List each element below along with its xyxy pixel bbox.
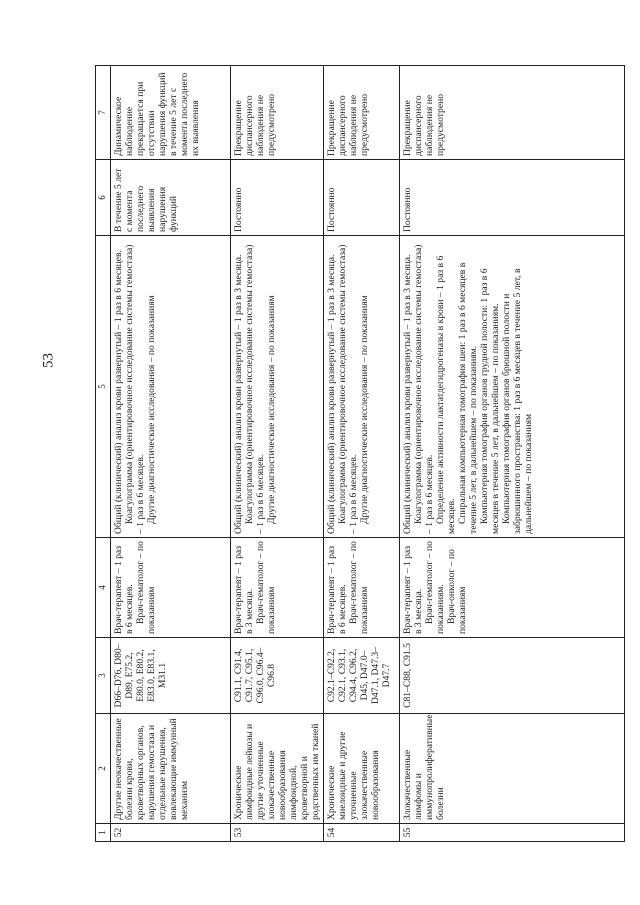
exam-line: Общий (клинический) анализ крови развернутый – 1 раз в 3 месяца. bbox=[402, 254, 413, 534]
exams-cell bbox=[111, 236, 231, 538]
specialist-line: Врач-гематолог – по показаниям bbox=[135, 541, 157, 634]
header-cell: 4 bbox=[96, 538, 111, 638]
exam-line: Компьютерная томография органов брюшной полости и забрюшинного пространства: 1 раз в 6 месяцев в течение 5 лет, в дальнейшем – по показаниям bbox=[501, 268, 534, 534]
termination-cell: Прекращение диспансерного наблюдения не предусмотрено bbox=[400, 66, 625, 160]
exam-line: Определение активности лактатдегидрогеназы в крови – 1 раз в 6 месяцев. bbox=[435, 255, 457, 534]
termination-cell: Прекращение диспансерного наблюдения не предусмотрено bbox=[324, 66, 400, 160]
disease-name: Злокачественные лимфомы и иммунопролиферативные болезни bbox=[400, 714, 625, 824]
row-number: 55 bbox=[400, 824, 625, 842]
table-header-row bbox=[96, 66, 111, 842]
icd-codes: C81–C88, C91.5 bbox=[400, 638, 625, 714]
table-row bbox=[111, 66, 231, 842]
row-number: 54 bbox=[324, 824, 400, 842]
exam-line: Компьютерная томография органов грудной полости: 1 раз в 6 месяцев в течение 5 лет, в дальнейшем – по показаниям. bbox=[479, 268, 501, 534]
specialist-line: Врач-онколог – по показаниям bbox=[446, 549, 468, 634]
exam-line: Коагулограмма (ориентировочное исследование системы гемостаза) – 1 раз в 6 месяцев. bbox=[124, 244, 146, 534]
exam-line: Спиральная компьютерная томография шеи: 1 раз в 6 месяцев в течение 5 лет, в дальнейшем – по показаниям. bbox=[457, 262, 479, 534]
header-cell: 6 bbox=[96, 160, 111, 236]
exam-line: Общий (клинический) анализ крови развернутый – 1 раз в 3 месяца. bbox=[326, 254, 337, 534]
header-cell: 7 bbox=[96, 66, 111, 160]
row-number: 52 bbox=[111, 824, 231, 842]
icd-codes: D66–D76, D80–D89, E75.2, E80.0, E80.2, E83.0, E83.1, M31.1 bbox=[111, 638, 231, 714]
duration-cell: Постоянно bbox=[324, 160, 400, 236]
exams-cell bbox=[324, 236, 400, 538]
duration-cell: В течение 5 лет с момента последнего выявления нарушения функций bbox=[111, 160, 231, 236]
specialists-cell bbox=[231, 538, 324, 638]
specialist-line: Врач-терапевт – 1 раз в 3 месяца. bbox=[233, 546, 255, 634]
specialists-cell bbox=[111, 538, 231, 638]
icd-codes: C91.1, C91.4, C91.7, C95.1, C96.0, C96.4–C96.8 bbox=[231, 638, 324, 714]
specialist-line: Врач-гематолог – по показаниям bbox=[255, 541, 277, 634]
table-row bbox=[400, 66, 625, 842]
header-cell: 3 bbox=[96, 638, 111, 714]
header-cell: 5 bbox=[96, 236, 111, 538]
dispensary-observation-table bbox=[95, 65, 625, 842]
header-cell: 1 bbox=[96, 824, 111, 842]
specialist-line: Врач-гематолог – по показаниям bbox=[348, 541, 370, 634]
specialists-cell bbox=[324, 538, 400, 638]
header-cell: 2 bbox=[96, 714, 111, 824]
duration-cell: Постоянно bbox=[400, 160, 625, 236]
exam-line: Другие диагностические исследования – по показаниям bbox=[266, 295, 277, 524]
disease-name: Хронические лимфоидные лейкозы и другие уточненные злокачественные новообразования лимфоидной, кроветворной и родственных им тканей bbox=[231, 714, 324, 824]
specialist-line: Врач-терапевт – 1 раз в 3 месяца. bbox=[402, 546, 424, 634]
disease-name: Другие неокачественные болезни крови, кроветворных органов, нарушения гемостаза и отдельные нарушения, вовлекающие иммунный механизм bbox=[111, 714, 231, 824]
termination-cell: Динамическое наблюдение прекращается при отсутствии нарушения функций в течение 5 лет с момента последнего их выявления bbox=[111, 66, 231, 160]
exam-line: Коагулограмма (ориентировочное исследование системы гемостаза) – 1 раз в 6 месяцев. bbox=[337, 244, 359, 534]
exams-cell bbox=[231, 236, 324, 538]
page-number: 53 bbox=[40, 353, 57, 368]
exam-line: Другие диагностические исследования – по показаниям bbox=[359, 295, 370, 524]
disease-name: Хронические миелоидные и другие уточненные злокачественные новообразования bbox=[324, 714, 400, 824]
row-number: 53 bbox=[231, 824, 324, 842]
specialist-line: Врач-терапевт – 1 раз в 6 месяцев. bbox=[326, 546, 348, 634]
termination-cell: Прекращение диспансерного наблюдения не предусмотрено bbox=[231, 66, 324, 160]
rotated-table-container bbox=[95, 66, 625, 842]
exam-line: Коагулограмма (ориентировочное исследование системы гемостаза) – 1 раз в 6 месяцев. bbox=[413, 244, 435, 534]
icd-codes: C92.1–C92.2, C92.1, C93.1, C94.4, C96.2, D45, D47.0–D47.1, D47.3–D47.7 bbox=[324, 638, 400, 714]
duration-cell: Постоянно bbox=[231, 160, 324, 236]
exams-cell bbox=[400, 236, 625, 538]
table-row bbox=[231, 66, 324, 842]
table-row bbox=[324, 66, 400, 842]
exam-line: Общий (клинический) анализ крови развернутый – 1 раз в 3 месяца. bbox=[233, 254, 244, 534]
exam-line: Общий (клинический) анализ крови развернутый – 1 раз в 6 месяцев. bbox=[113, 250, 124, 534]
exam-line: Другие диагностические исследования – по показаниям bbox=[146, 295, 157, 524]
specialist-line: Врач-гематолог – по показаниям. bbox=[424, 541, 446, 634]
specialist-line: Врач-терапевт – 1 раз в 6 месяцев. bbox=[113, 546, 135, 634]
specialists-cell bbox=[400, 538, 625, 638]
exam-line: Коагулограмма (ориентировочное исследование системы гемостаза) – 1 раз в 6 месяцев. bbox=[244, 244, 266, 534]
